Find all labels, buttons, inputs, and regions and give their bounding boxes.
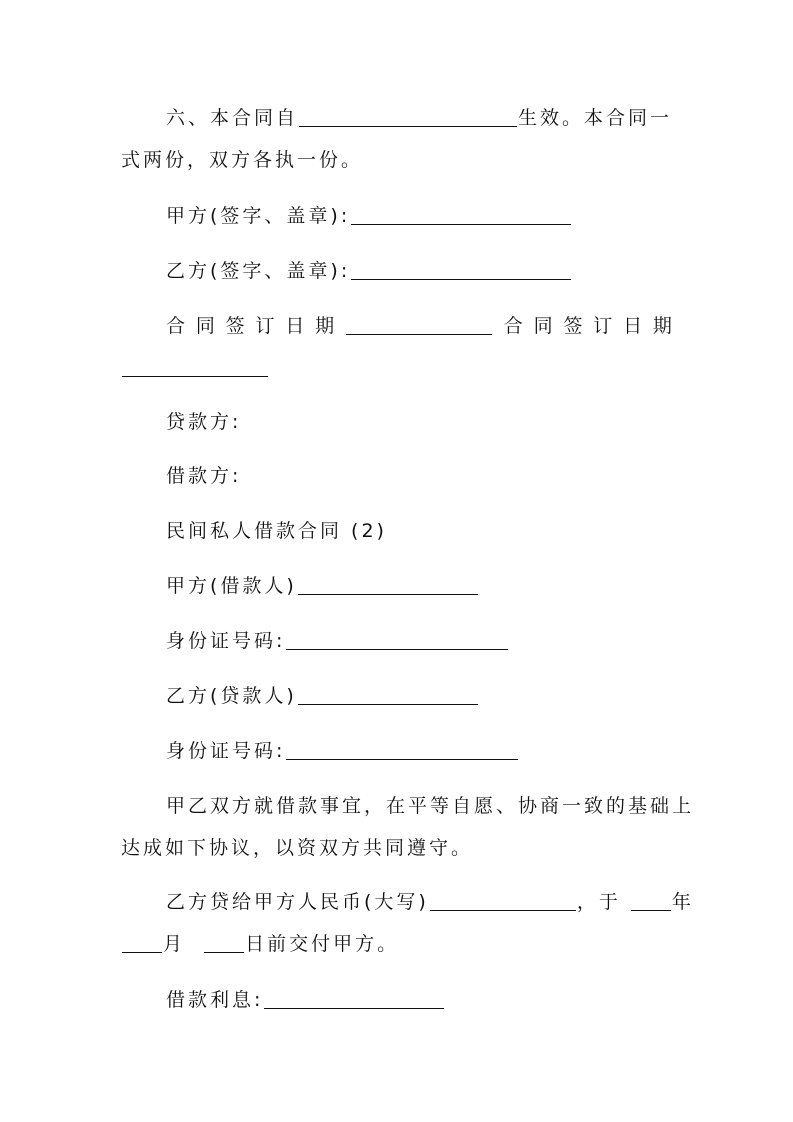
loan-on-label: ，于	[576, 891, 621, 913]
clause-six-suffix: 生效。本合同一	[518, 107, 673, 129]
sign-date-char: 日	[623, 315, 643, 337]
party-a-borrower-line	[0, 572, 793, 600]
borrower-label: 借款方:	[166, 465, 242, 487]
party-a-borrower-blank[interactable]	[298, 572, 478, 595]
id-number-label-1: 身份证号码:	[166, 630, 286, 652]
party-a-signature-label: 甲方(签字、盖章):	[166, 205, 351, 227]
loan-day-label: 日前交付甲方。	[245, 933, 400, 955]
id-number-blank-1[interactable]	[286, 627, 508, 650]
loan-amount-label: 乙方贷给甲方人民币(大写)	[166, 891, 429, 913]
loan-amount-line1	[0, 888, 793, 916]
party-a-borrower-label: 甲方(借款人)	[166, 575, 297, 597]
sign-date-char: 订	[255, 315, 275, 337]
contract-title-2: 民间私人借款合同 (2)	[166, 520, 387, 542]
party-b-signature-blank[interactable]	[351, 257, 571, 280]
id-number-blank-2[interactable]	[286, 737, 518, 760]
loan-year-label: 年	[671, 891, 694, 913]
party-b-lender-label: 乙方(贷款人)	[166, 685, 297, 707]
clause-six-line2: 式两份，双方各执一份。	[121, 149, 364, 171]
interest-blank[interactable]	[264, 986, 444, 1009]
sign-date-line2	[0, 354, 793, 382]
loan-amount-blank[interactable]	[430, 888, 576, 911]
id-number-label-2: 身份证号码:	[166, 740, 286, 762]
lender-label: 贷款方:	[166, 411, 242, 433]
interest-line	[0, 986, 793, 1014]
sign-date-char: 合	[166, 315, 186, 337]
sign-date-char: 期	[315, 315, 335, 337]
loan-month-label: 月	[163, 933, 186, 955]
loan-month-blank[interactable]	[122, 930, 162, 953]
sign-date-char: 合	[503, 315, 523, 337]
party-a-signature-blank[interactable]	[351, 202, 571, 225]
sign-date-char: 日	[285, 315, 305, 337]
sign-date-char: 期	[652, 315, 672, 337]
party-b-lender-line	[0, 682, 793, 710]
id-number-line-1	[0, 627, 793, 655]
interest-label: 借款利息:	[166, 989, 264, 1011]
clause-six-line1	[0, 104, 793, 132]
party-b-signature-line	[0, 257, 793, 285]
sign-date-char: 订	[593, 315, 613, 337]
sign-date-blank-1[interactable]	[346, 312, 492, 335]
clause-six-prefix: 六、本合同自	[166, 107, 299, 129]
sign-date-char: 同	[195, 315, 215, 337]
party-a-signature-line	[0, 202, 793, 230]
sign-date-char: 同	[533, 315, 553, 337]
loan-amount-line2	[0, 930, 793, 958]
sign-date-char: 签	[225, 315, 245, 337]
id-number-line-2	[0, 737, 793, 765]
sign-date-char: 签	[563, 315, 583, 337]
loan-year-blank[interactable]	[631, 888, 671, 911]
party-b-signature-label: 乙方(签字、盖章):	[166, 260, 351, 282]
agreement-line2: 达成如下协议，以资双方共同遵守。	[121, 837, 474, 859]
agreement-line1: 甲乙双方就借款事宜，在平等自愿、协商一致的基础上	[166, 795, 695, 817]
effective-date-blank[interactable]	[299, 104, 517, 127]
sign-date-blank-2[interactable]	[122, 354, 268, 377]
party-b-lender-blank[interactable]	[298, 682, 478, 705]
loan-day-blank[interactable]	[204, 930, 244, 953]
sign-date-line	[0, 312, 793, 340]
